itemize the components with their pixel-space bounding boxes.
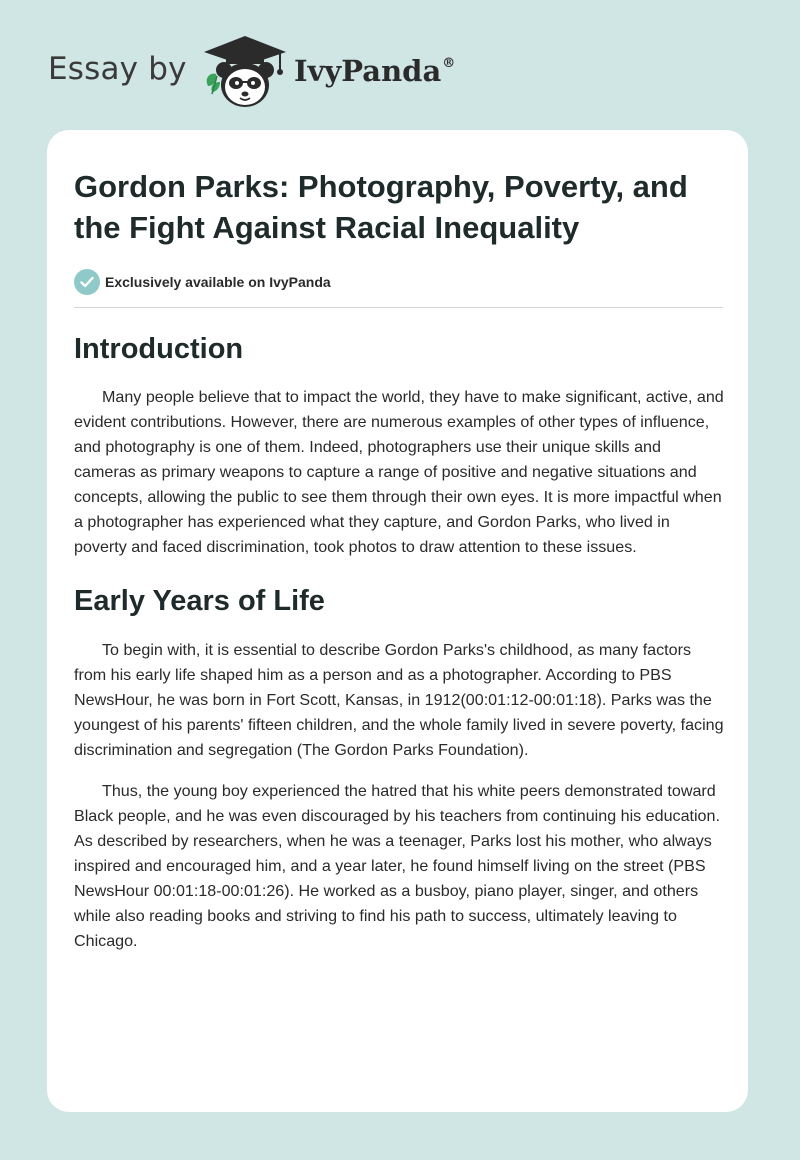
section-heading-introduction: Introduction bbox=[74, 333, 244, 365]
exclusive-badge-label: Exclusively available on IvyPanda bbox=[105, 274, 331, 290]
check-circle-icon bbox=[74, 269, 100, 295]
paragraph: Many people believe that to impact the world, they have to make significant, active, and evident contributions. However, there are numerous examples of other types of influence, and photography is one of them. Indeed, photographers use their unique skills and cameras as primary weapons to capture a range of positive and negative situations and concepts, allowing the public to see them through their own eyes. It is more impactful when a photographer has experienced what they capture, and Gordon Parks, who lived in poverty and faced discrimination, took photos to draw attention to these issues. bbox=[74, 388, 724, 556]
section-heading-early-years: Early Years of Life bbox=[74, 585, 325, 617]
exclusive-badge bbox=[74, 269, 724, 295]
registered-mark: ® bbox=[442, 56, 456, 71]
article-title: Gordon Parks: Photography, Poverty, and the Fight Against Racial Inequality bbox=[74, 169, 688, 245]
brand-name[interactable]: IvyPanda® bbox=[294, 54, 456, 88]
site-header bbox=[48, 34, 748, 114]
divider bbox=[74, 307, 723, 308]
essay-by-label: Essay by bbox=[48, 51, 187, 87]
article-content bbox=[74, 130, 724, 954]
panda-graduation-cap-icon[interactable] bbox=[200, 34, 290, 110]
paragraph: Thus, the young boy experienced the hatred that his white peers demonstrated toward Black people, and he was even discouraged by his teachers from continuing his education. As described by researchers, when he was a teenager, Parks lost his mother, who always inspired and encouraged him, and a year later, he found himself living on the street (PBS NewsHour 00:01:18-00:01:26). He worked as a busboy, piano player, singer, and others while also reading books and striving to find his path to success, ultimately leaving to Chicago. bbox=[74, 782, 720, 950]
article-card bbox=[47, 130, 748, 1112]
paragraph: To begin with, it is essential to describe Gordon Parks's childhood, as many factors from his early life shaped him as a person and as a photographer. According to PBS NewsHour, he was born in Fort Scott, Kansas, in 1912(00:01:12-00:01:18). Parks was the youngest of his parents' fifteen children, and the whole family lived in severe poverty, facing discrimination and segregation (The Gordon Parks Foundation). bbox=[74, 641, 724, 759]
